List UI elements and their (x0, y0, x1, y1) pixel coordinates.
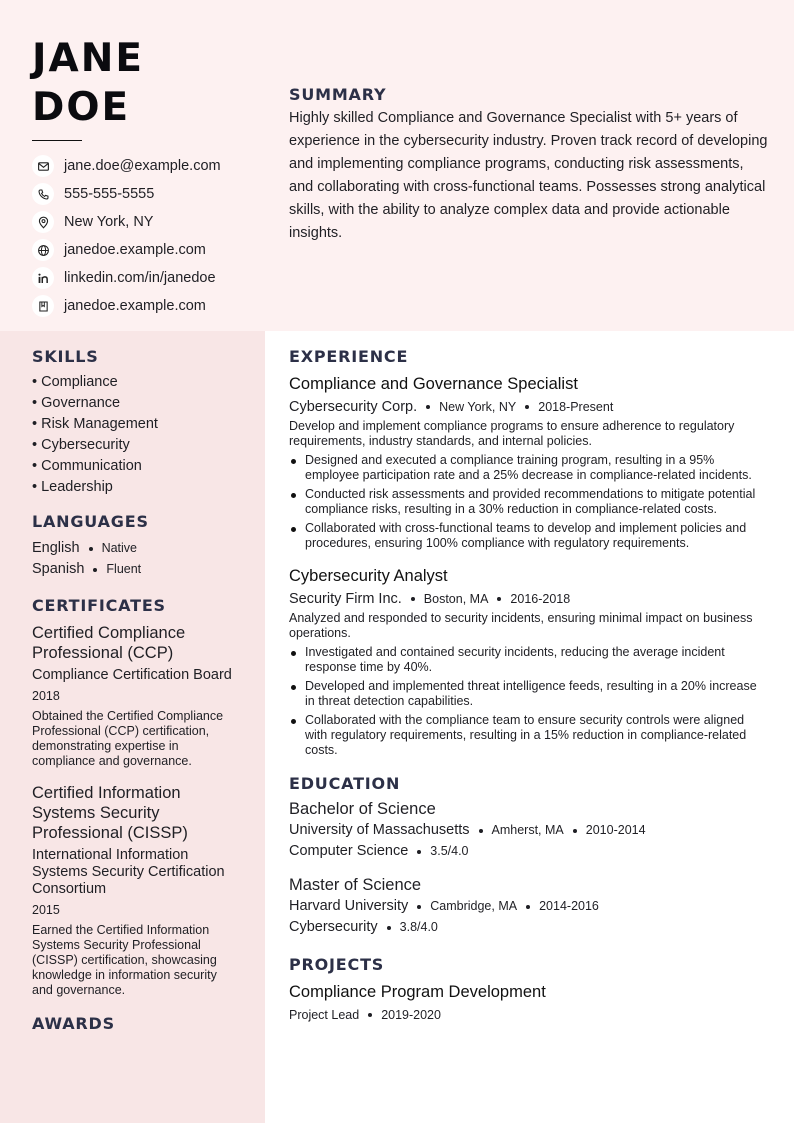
separator-dot (89, 547, 93, 551)
separator-dot (525, 405, 529, 409)
location-pin-icon (32, 211, 54, 233)
education-dates: 2014-2016 (539, 899, 599, 913)
separator-dot (417, 850, 421, 854)
certificate-description: Earned the Certified Information Systems Security Professional (CISSP) certification, showcasing knowledge in information security and governance. (32, 923, 217, 997)
contact-phone-text: 555-555-5555 (64, 186, 155, 202)
job-entry (289, 374, 767, 551)
skills-section (32, 347, 237, 498)
portfolio-icon (32, 295, 54, 317)
contact-location-text: New York, NY (64, 214, 154, 230)
separator-dot (497, 597, 501, 601)
job-dates: 2016-2018 (510, 592, 571, 606)
job-description: Analyzed and responded to security incidents, ensuring minimal impact on business operations. (289, 611, 753, 640)
language-name: Spanish (32, 561, 85, 577)
project-name: Compliance Program Development (289, 983, 546, 1001)
contact-linkedin-text: linkedin.com/in/janedoe (64, 270, 216, 286)
languages-title: LANGUAGES (32, 512, 149, 531)
separator-dot (93, 568, 97, 572)
education-meta (289, 896, 767, 917)
job-title: Compliance and Governance Specialist (289, 375, 578, 393)
linkedin-icon (32, 267, 54, 289)
skills-title: SKILLS (32, 347, 99, 366)
right-column (289, 347, 767, 1024)
achievement-item: Developed and implemented threat intelligence feeds, resulting in a 20% increase in threat detection capabilities. (289, 679, 767, 709)
achievement-item: Conducted risk assessments and provided recommendations to mitigate potential compliance risks, resulting in a 30% reduction in compliance-related costs. (289, 487, 767, 517)
contact-list (32, 152, 260, 320)
globe-icon (32, 239, 54, 261)
language-level: Native (101, 541, 137, 555)
job-location: Boston, MA (423, 592, 489, 606)
certificate-item (32, 783, 237, 998)
projects-title: PROJECTS (289, 955, 385, 974)
certificate-issuer: International Information Systems Security Certification Consortium (32, 847, 225, 897)
languages-section (32, 512, 237, 580)
awards-title: AWARDS (32, 1014, 115, 1033)
certificates-section (32, 596, 237, 998)
certificate-year: 2018 (32, 689, 60, 703)
summary-text: Highly skilled Compliance and Governance Specialist with 5+ years of experience in the cybersecurity industry. Proven track record of developing and implementing compliance programs, conducting risk assessments, and collaborating with cross-functional teams. Possesses strong analytical skills, with the ability to analyze complex data and provide actionable insights. (289, 110, 768, 241)
language-name: English (32, 540, 80, 556)
separator-dot (573, 829, 577, 833)
achievement-item: Investigated and contained security incidents, reducing the average incident response time by 40%. (289, 645, 767, 675)
projects-section (289, 955, 767, 1024)
field-of-study: Cybersecurity (289, 919, 378, 935)
language-level: Fluent (106, 562, 142, 576)
summary-section (289, 85, 769, 245)
language-item (32, 559, 237, 580)
separator-dot (387, 926, 391, 930)
summary-title: SUMMARY (289, 85, 387, 104)
separator-dot (426, 405, 430, 409)
contact-phone[interactable] (32, 180, 260, 208)
degree-name: Bachelor of Science (289, 800, 436, 818)
separator-dot (526, 905, 530, 909)
certificate-description: Obtained the Certified Compliance Professional (CCP) certification, demonstrating expertise in compliance and governance. (32, 709, 224, 768)
certificate-name: Certified Information Systems Security Professional (CISSP) (32, 784, 188, 842)
contact-portfolio[interactable] (32, 292, 260, 320)
gpa: 3.8/4.0 (399, 920, 438, 934)
job-meta (289, 398, 767, 416)
school-location: Amherst, MA (491, 823, 564, 837)
first-name: JANE (32, 36, 144, 81)
certificate-issuer: Compliance Certification Board (32, 667, 232, 683)
skill-item: • Leadership (32, 479, 113, 495)
contact-email-text: jane.doe@example.com (64, 158, 221, 174)
skill-item: • Governance (32, 395, 121, 411)
experience-section (289, 347, 767, 758)
skill-item: • Risk Management (32, 416, 158, 432)
company-name: Cybersecurity Corp. (289, 399, 418, 415)
certificate-item (32, 623, 237, 769)
contact-website-text: janedoe.example.com (64, 242, 206, 258)
achievement-item: Designed and executed a compliance training program, resulting in a 95% employee participation rate and a 25% decrease in compliance-related incidents. (289, 453, 767, 483)
project-dates: 2019-2020 (381, 1008, 441, 1022)
project-entry (289, 982, 767, 1024)
job-title: Cybersecurity Analyst (289, 567, 448, 585)
separator-dot (417, 905, 421, 909)
school-name: University of Massachusetts (289, 822, 470, 838)
education-title: EDUCATION (289, 774, 401, 793)
achievement-item: Collaborated with cross-functional teams to develop and implement policies and procedures, ensuring 100% compliance with regulatory requirements. (289, 521, 767, 551)
skill-item: • Communication (32, 458, 142, 474)
job-location: New York, NY (439, 400, 517, 414)
awards-section (32, 1014, 237, 1033)
degree-name: Master of Science (289, 876, 422, 894)
contact-location (32, 208, 260, 236)
skill-item: • Cybersecurity (32, 437, 130, 453)
name-divider (32, 140, 82, 141)
skill-item: • Compliance (32, 374, 118, 390)
last-name: DOE (32, 85, 131, 130)
job-description: Develop and implement compliance programs to ensure adherence to regulatory requirements, industry standards, and internal policies. (289, 419, 735, 448)
education-section (289, 774, 767, 938)
contact-linkedin[interactable] (32, 264, 260, 292)
education-field-row (289, 841, 767, 862)
contact-website[interactable] (32, 236, 260, 264)
project-meta (289, 1006, 767, 1024)
certificate-name: Certified Compliance Professional (CCP) (32, 624, 186, 662)
job-achievements (289, 645, 767, 758)
achievement-item: Collaborated with the compliance team to ensure security controls were aligned with regulatory requirements, resulting in a 15% reduction in compliance-related costs. (289, 713, 767, 758)
education-entry (289, 875, 767, 938)
education-field-row (289, 917, 767, 938)
education-entry (289, 799, 767, 862)
school-location: Cambridge, MA (430, 899, 518, 913)
certificate-year: 2015 (32, 903, 60, 917)
separator-dot (411, 597, 415, 601)
gpa: 3.5/4.0 (430, 844, 469, 858)
education-meta (289, 820, 767, 841)
job-meta (289, 590, 767, 608)
left-column (32, 347, 237, 1033)
education-dates: 2010-2014 (585, 823, 646, 837)
field-of-study: Computer Science (289, 843, 409, 859)
language-item (32, 538, 237, 559)
project-role: Project Lead (289, 1008, 360, 1022)
experience-title: EXPERIENCE (289, 347, 409, 366)
phone-icon (32, 183, 54, 205)
separator-dot (479, 829, 483, 833)
separator-dot (368, 1013, 372, 1017)
school-name: Harvard University (289, 898, 409, 914)
contact-email[interactable] (32, 152, 260, 180)
mail-icon (32, 155, 54, 177)
job-entry (289, 566, 767, 758)
name-block (32, 34, 252, 141)
certificates-title: CERTIFICATES (32, 596, 166, 615)
company-name: Security Firm Inc. (289, 591, 402, 607)
job-dates: 2018-Present (538, 400, 614, 414)
contact-portfolio-text: janedoe.example.com (64, 298, 206, 314)
job-achievements (289, 453, 767, 551)
